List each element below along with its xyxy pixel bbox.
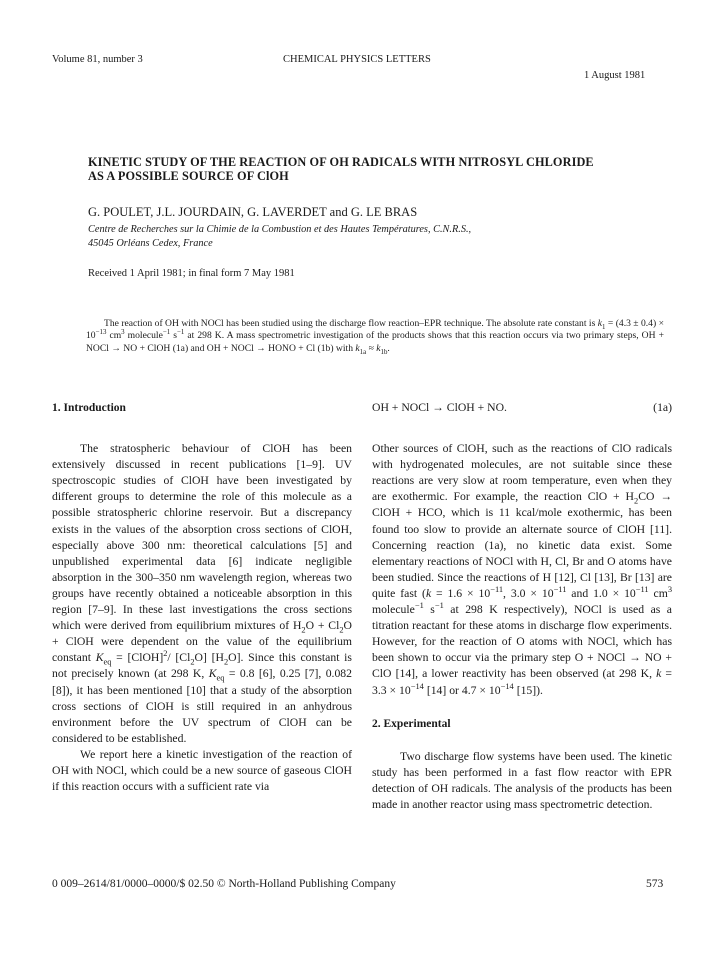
- abstract-branching: $k_{1a} \approx k_{1b}$.: [355, 342, 390, 356]
- equation-text: OH + NOCl → ClOH + NO.: [372, 401, 507, 414]
- equilibrium-expression: $K_{eq}$ = [ClOH]$^2$/ $[Cl_2O]$ $[H_2O]$: [95, 648, 241, 667]
- keq-symbol: $K_{eq}$: [208, 667, 225, 683]
- title-line-1: KINETIC STUDY OF THE REACTION OF OH RADICALS WITH NITROSYL CHLORIDE: [88, 155, 594, 169]
- header-date: 1 August 1981: [584, 70, 646, 81]
- equation-label: (1a): [653, 401, 672, 414]
- right-paragraph-1: Other sources of ClOH, such as the reactions of ClO radicals with hydrogenated molecules, are not suitable since these reactions are very slow at room temperature, even when they are exothermic. For example, the reaction ClO + $H_2CO$ → ClOH + HCO, which is 11 kcal/mole exothermic, has been found too slow to provide an alternate source of ClOH [11]. Concerning reaction (1a), no kinetic data exist. Some elementary reactions of NOCl with H, Cl, Br and O atoms have been studied. Since the reactions of H [12], Cl [13], Br [13] are quite fast ($k = 1.6 \times 10^{-11}$, $3.0 \times 10^{-11}$ and $1.0 \times 10^{-11}$ $cm^3$ molecule$^{-1}$ $s^{-1}$ at 298 K respectively), NOCl is used as a titration reactant for these atoms in discharge flow experiments. However, for the reaction of O atoms with NOCl, which has been shown to occur via the primary step O + NOCl → NO + ClO [14], a lower reactivity has been observed (at 298 K, $k = 3.3 \times 10^{-14}$ [14] or $4.7 \times 10^{-14}$ [15]).: [372, 442, 673, 697]
- page-number: 573: [646, 878, 664, 890]
- title-line-2: AS A POSSIBLE SOURCE OF ClOH: [88, 169, 289, 183]
- mixture-formula: $H_2O + Cl_2O$ + ClOH: [52, 619, 352, 649]
- affiliation-line-2: 45045 Orléans Cedex, France: [88, 238, 213, 249]
- abstract: [86, 318, 664, 355]
- affiliation-line-1: Centre de Recherches sur la Chimie de la Combustion et des Hautes Températures, C.N.R.S.,: [88, 224, 472, 235]
- rate-constant-o-14: $k = 3.3 \times 10^{-14}$: [372, 667, 673, 697]
- authors: G. POULET, J.L. JOURDAIN, G. LAVERDET and G. LE BRAS: [88, 205, 418, 219]
- intro-paragraph-1: The stratospheric behaviour of ClOH has been extensively discussed in recent publications [1–9]. UV spectroscopic studies of ClOH have been investigated by different groups to determine the role of this molecule as a possible stratospheric chlorine reservoir. But a discrepancy exists in the values of the absorption cross sections of ClOH, especially above 300 nm: theoretical calculations [5] and unpublished experimental data [6] indicate negligible absorption in the 300–350 nm wavelength region, whereas two groups have recently obtained a noticeable absorption in this region [7–9]. In these last investigations the cross sections which were derived from equilibrium mixtures of $H_2O + Cl_2O$ + ClOH were dependent on the value of the equilibrium constant $K_{eq}$ = [ClOH]$^2$/ $[Cl_2O]$ $[H_2O]$. Since this constant is not precisely known (at 298 K, $K_{eq} = 0.8$ [6], 0.25 [7], 0.082 [8]), it has been mentioned [10] that a study of the absorption cross sections of ClOH is still required in an anhydrous environment before the UV spectrum of ClOH can be considered to be established.: [52, 442, 353, 745]
- header-volume: Volume 81, number 3: [52, 54, 143, 65]
- section-heading-experimental: 2. Experimental: [372, 717, 451, 730]
- left-column: [52, 400, 352, 795]
- rate-constants-h-cl-br: $k = 1.6 \times 10^{-11}$, $3.0 \times 10^{-11}$ and $1.0 \times 10^{-11}$ $cm^3$ molecule$^{-1}$ $s^{-1}$ at 298 K respectively: [372, 584, 673, 617]
- article-title: [88, 155, 648, 183]
- intro-paragraph-2: We report here a kinetic investigation of the reaction of OH with NOCl, which could be a new source of gaseous ClOH if this reaction occurs with a sufficient rate via: [52, 747, 352, 794]
- abstract-text-b: at 298 K. A mass spectrometric investigation of the products shows that this reaction occurs via two primary steps, OH + NOCl → NO + ClOH (1a) and OH + NOCl → HONO + Cl (1b) with: [86, 330, 664, 354]
- section-heading-introduction: 1. Introduction: [52, 402, 126, 414]
- footer-copyright: 0 009–2614/81/0000–0000/$ 02.50 © North-Holland Publishing Company: [52, 878, 396, 890]
- equation-1a: [372, 400, 672, 416]
- abstract-rate-constant: $k_1 = (4.3 \pm 0.4) \times 10^{-13}$ $cm^3$ molecule$^{-1}$ $s^{-1}$: [86, 318, 665, 342]
- received-dates: Received 1 April 1981; in final form 7 May 1981: [88, 268, 295, 279]
- header-journal: CHEMICAL PHYSICS LETTERS: [283, 54, 431, 65]
- right-column: [372, 400, 672, 813]
- experimental-paragraph: Two discharge flow systems have been used. The kinetic study has been performed in a fast flow reactor with EPR detection of OH radicals. The analysis of the products has been made in another reactor using mass spectrometric detection.: [372, 749, 672, 811]
- formaldehyde-formula: $H_2CO$: [625, 490, 655, 506]
- abstract-text-a: The reaction of OH with NOCl has been studied using the discharge flow reaction–EPR technique. The absolute rate constant is: [104, 318, 598, 329]
- rate-constant-o-15: $4.7 \times 10^{-14}$: [461, 680, 514, 697]
- affiliation: [88, 223, 668, 251]
